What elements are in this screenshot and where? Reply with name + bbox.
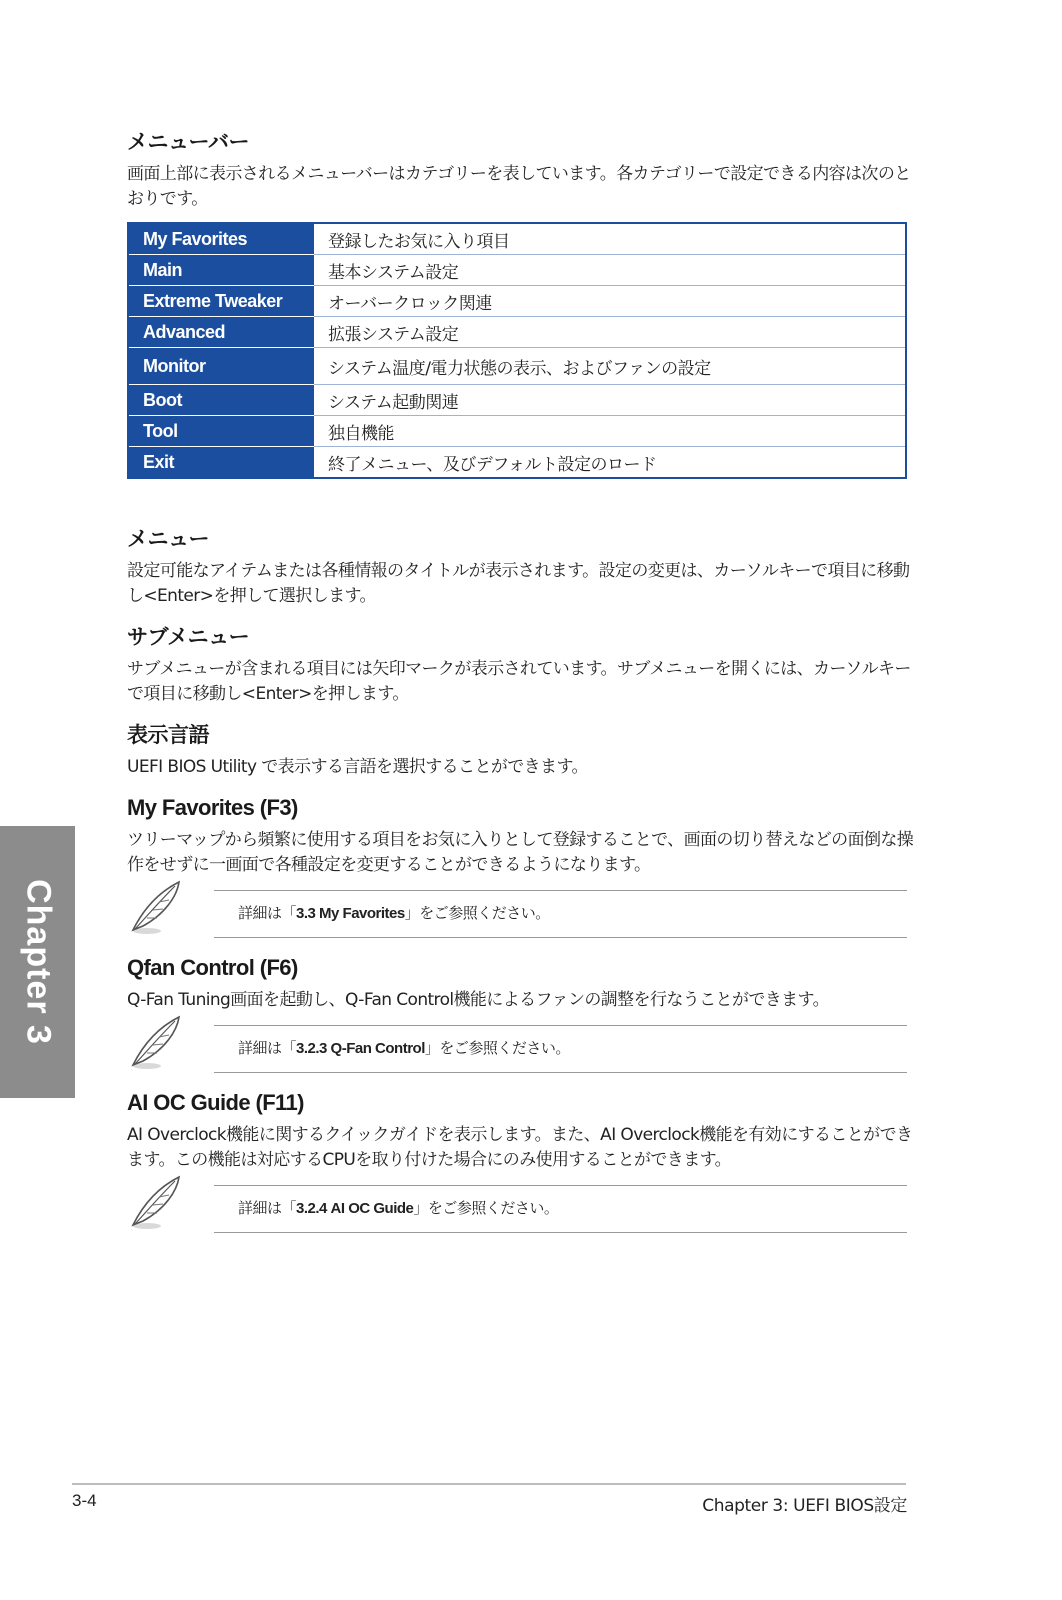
menubar-row (128, 286, 906, 317)
qfan-note-text: 詳細は「3.2.3 Q-Fan Control」をご参照ください。 (238, 1039, 570, 1057)
menubar-row (128, 223, 906, 255)
aioc-note-ref[interactable]: 3.2.4 AI OC Guide (296, 1200, 414, 1217)
menubar-row (128, 317, 906, 348)
menubar-row-value: 終了メニュー、及びデフォルト設定のロード (314, 447, 906, 479)
menubar-table (127, 222, 907, 479)
menubar-section (127, 128, 927, 479)
qfan-description: Q-Fan Tuning画面を起動し、Q-Fan Control機能によるファンの調整を行なうことができます。 (127, 990, 829, 1010)
menubar-row-key: Boot (128, 385, 314, 416)
qfan-note-ref[interactable]: 3.2.3 Q-Fan Control (296, 1040, 425, 1057)
submenu-description: サブメニューが含まれる項目には矢印マークが表示されています。サブメニューを開くには、カーソルキーで項目に移動し<Enter>を押します。 (127, 659, 911, 704)
menubar-row-value: システム温度/電力状態の表示、およびファンの設定 (314, 348, 906, 385)
aioc-description: AI Overclock機能に関するクイックガイドを表示します。また、AI Overclock機能を有効にすることができます。この機能は対応するCPUを取り付けた場合にのみ使用することができます。 (127, 1125, 913, 1170)
menubar-row-key: Tool (128, 416, 314, 447)
page-number: 3-4 (72, 1491, 97, 1510)
favorites-section (127, 794, 927, 938)
chapter-tab-label: Chapter 3 (19, 879, 57, 1045)
menubar-heading: メニューバー (127, 130, 249, 154)
menubar-row-key: Main (128, 255, 314, 286)
menubar-row-key: Advanced (128, 317, 314, 348)
qfan-note (127, 1025, 907, 1073)
language-description: UEFI BIOS Utility で表示する言語を選択することができます。 (127, 757, 588, 777)
menu-heading: メニュー (127, 527, 209, 551)
menubar-row (128, 416, 906, 447)
menubar-row-value: 登録したお気に入り項目 (314, 223, 906, 255)
feather-pen-icon (127, 1013, 187, 1073)
page-content (127, 128, 927, 1233)
footer-chapter-title: Chapter 3: UEFI BIOS設定 (702, 1496, 907, 1516)
menubar-row (128, 447, 906, 479)
language-section (127, 721, 927, 780)
aioc-note (127, 1185, 907, 1233)
chapter-side-tab (0, 826, 75, 1098)
favorites-description: ツリーマップから頻繁に使用する項目をお気に入りとして登録することで、画面の切り替えなどの面倒な操作をせずに一画面で各種設定を変更することができるようになります。 (127, 830, 914, 875)
aioc-note-text: 詳細は「3.2.4 AI OC Guide」をご参照ください。 (238, 1199, 559, 1217)
qfan-section (127, 954, 927, 1073)
aioc-heading: AI OC Guide (F11) (127, 1090, 304, 1115)
footer-divider (72, 1483, 906, 1485)
menubar-row-value: システム起動関連 (314, 385, 906, 416)
menu-section (127, 525, 927, 609)
feather-pen-icon (127, 878, 187, 938)
feather-pen-icon (127, 1173, 187, 1233)
menubar-row-value: オーバークロック関連 (314, 286, 906, 317)
favorites-note (127, 890, 907, 938)
menubar-row (128, 255, 906, 286)
submenu-section (127, 623, 927, 707)
favorites-note-text: 詳細は「3.3 My Favorites」をご参照ください。 (238, 904, 550, 922)
menubar-row (128, 385, 906, 416)
menu-description: 設定可能なアイテムまたは各種情報のタイトルが表示されます。設定の変更は、カーソルキーで項目に移動し<Enter>を押して選択します。 (127, 561, 910, 606)
menubar-row-value: 独自機能 (314, 416, 906, 447)
favorites-note-ref[interactable]: 3.3 My Favorites (296, 905, 405, 922)
language-heading: 表示言語 (127, 723, 209, 747)
menubar-row-key: My Favorites (128, 223, 314, 255)
menubar-row-key: Extreme Tweaker (128, 286, 314, 317)
menubar-row-value: 基本システム設定 (314, 255, 906, 286)
menubar-row-key: Exit (128, 447, 314, 479)
aioc-section (127, 1089, 927, 1233)
menubar-description: 画面上部に表示されるメニューバーはカテゴリーを表しています。各カテゴリーで設定できる内容は次のとおりです。 (127, 164, 911, 209)
menubar-row-value: 拡張システム設定 (314, 317, 906, 348)
menubar-row-key: Monitor (128, 348, 314, 385)
favorites-heading: My Favorites (F3) (127, 795, 298, 820)
menubar-row (128, 348, 906, 385)
submenu-heading: サブメニュー (127, 625, 250, 649)
qfan-heading: Qfan Control (F6) (127, 955, 298, 980)
